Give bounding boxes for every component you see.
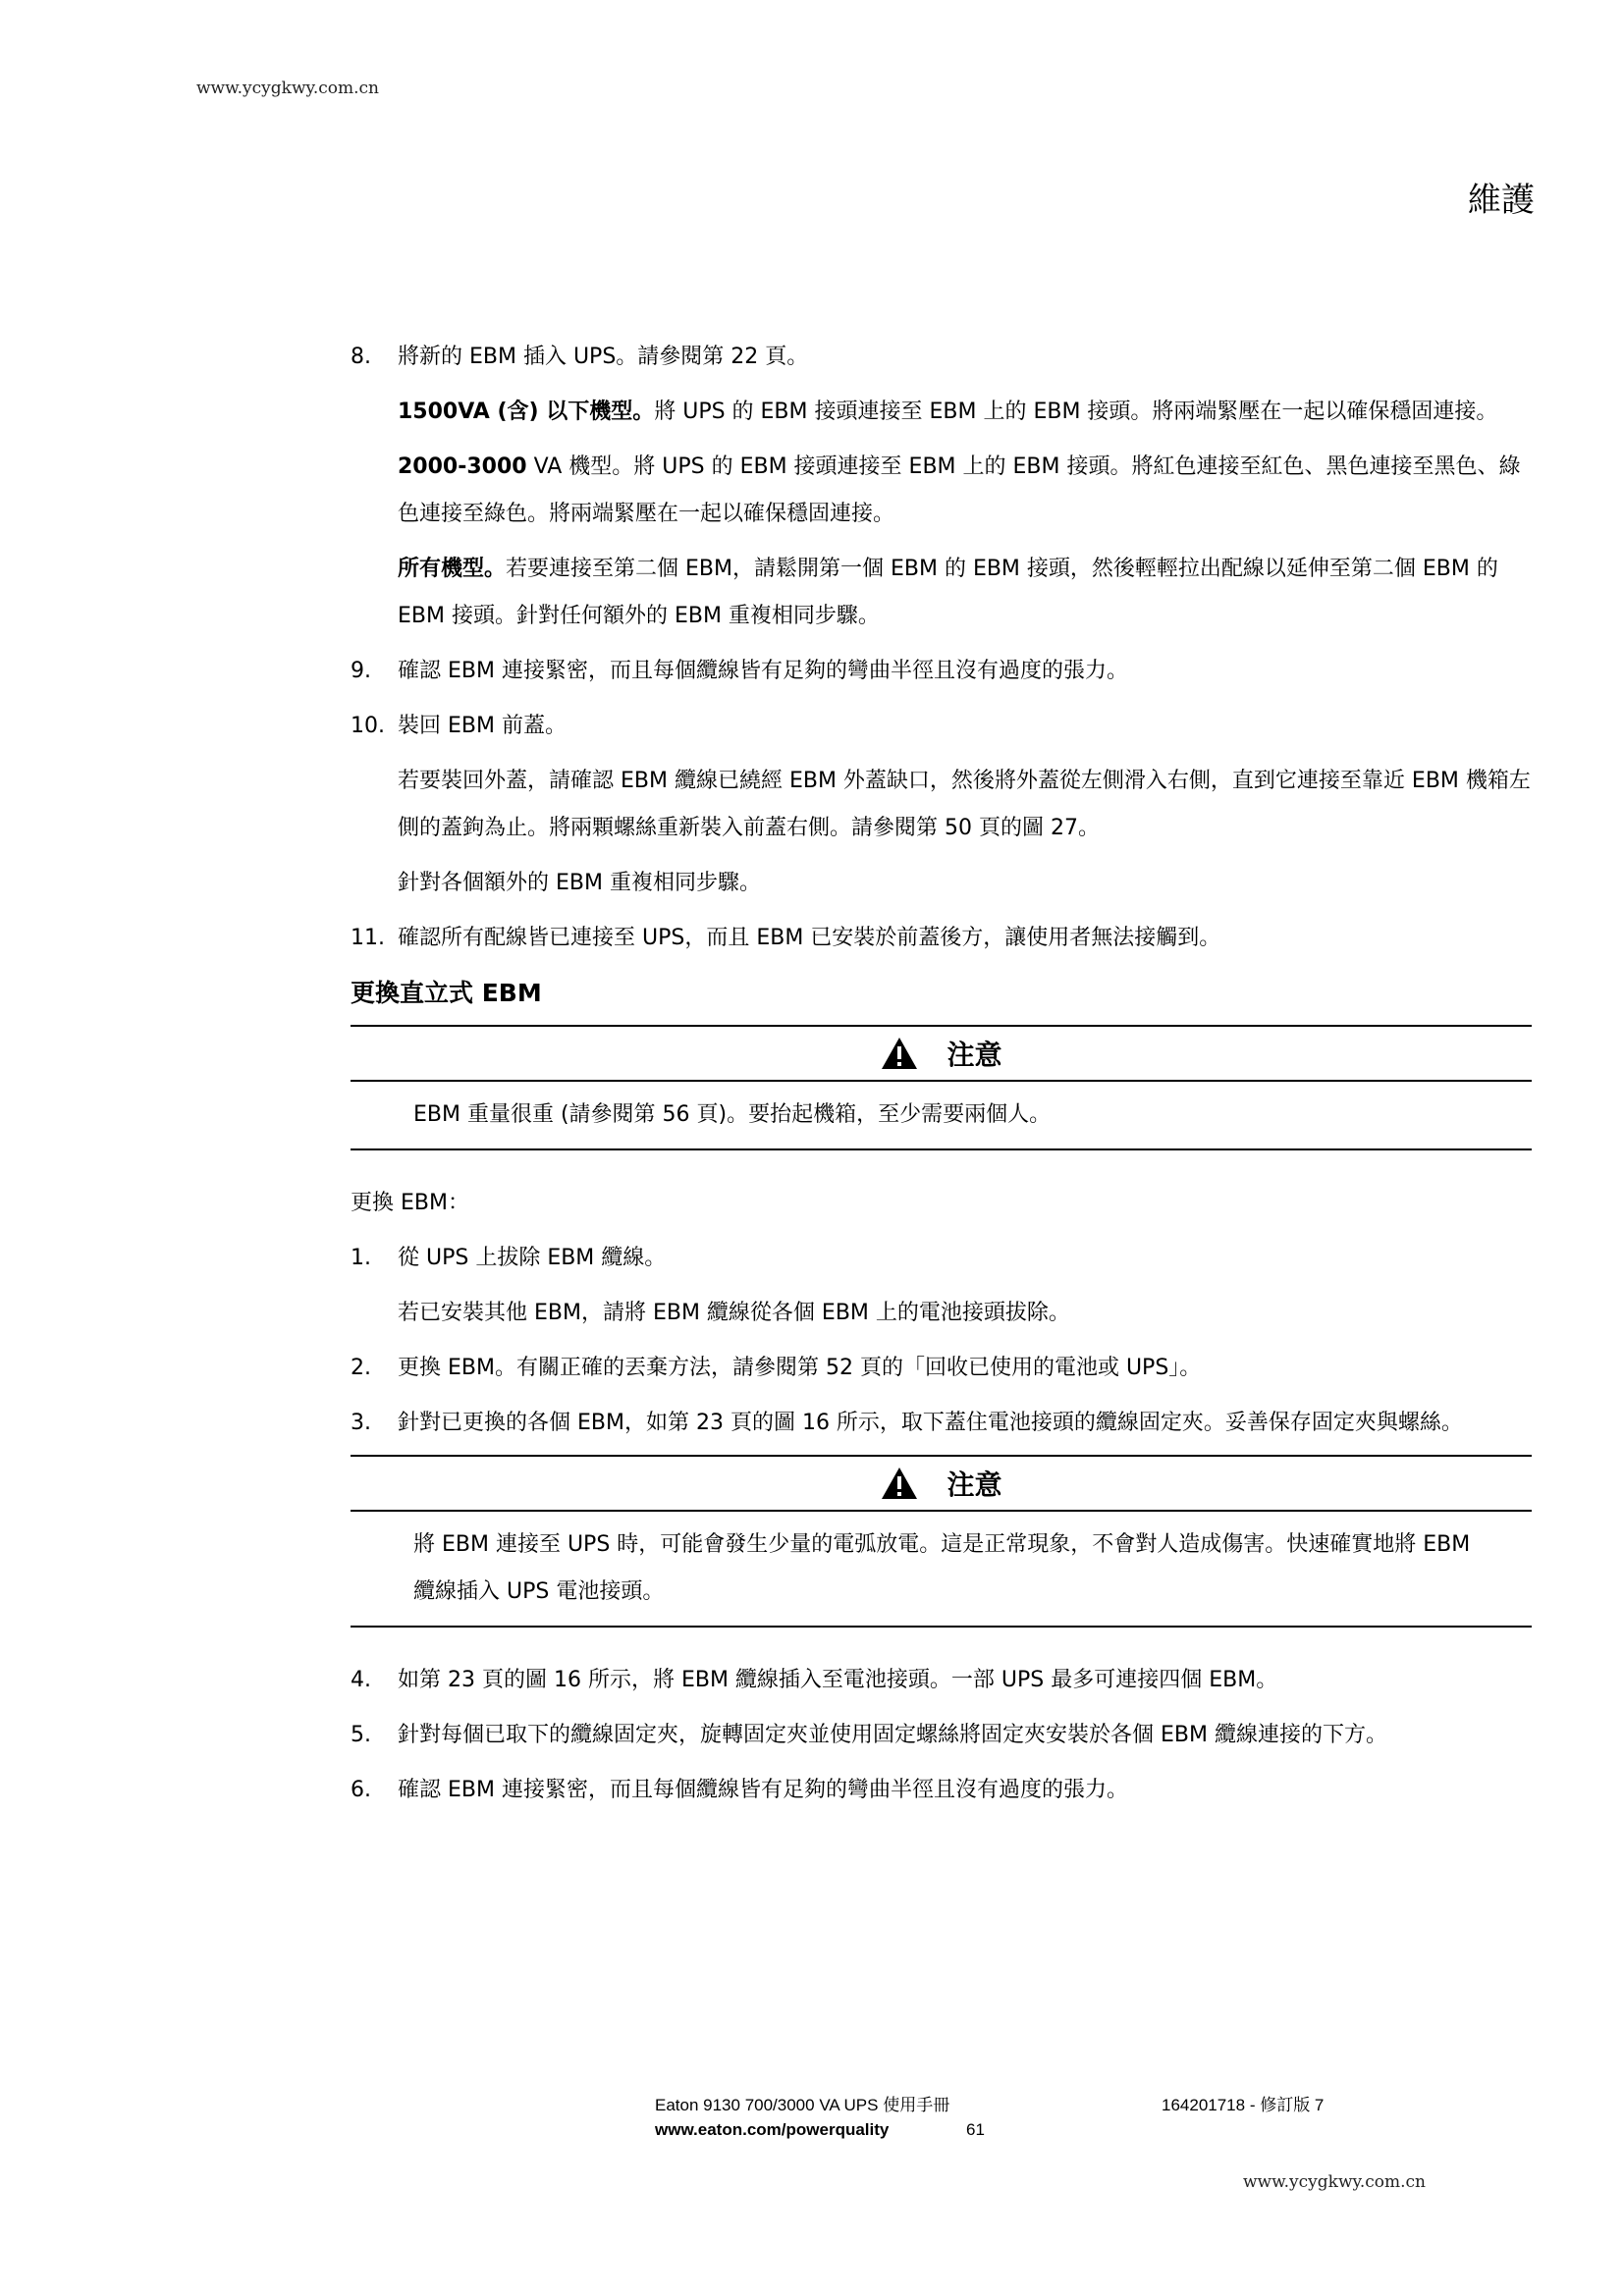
step-text: 確認 EBM 連接緊密，而且每個纜線皆有足夠的彎曲半徑且沒有過度的張力。 (398, 1778, 1128, 1802)
footer-doc-number: 164201718 - 修訂版 7 (1162, 2096, 1325, 2114)
footer-manual-title: Eaton 9130 700/3000 VA UPS 使用手冊 (655, 2096, 950, 2114)
caution-box-arcing (351, 1455, 1532, 1628)
step-number: 9. (351, 659, 371, 683)
model-note-all (351, 546, 1532, 640)
caution-title: 注意 (947, 1039, 1002, 1071)
step-text: 如第 23 頁的圖 16 所示，將 EBM 纜線插入至電池接頭。一部 UPS 最多可連接四個 EBM。 (398, 1668, 1278, 1692)
step-text: 裝回 EBM 前蓋。 (398, 714, 567, 738)
step-number: 1. (351, 1246, 371, 1270)
model-text: 若要連接至第二個 EBM，請鬆開第一個 EBM 的 EBM 接頭，然後輕輕拉出配線以延伸至第二個 EBM 的 EBM 接頭。針對任何額外的 EBM 重複相同步驟。 (398, 557, 1498, 628)
caution-header (351, 1027, 1532, 1082)
caution-box-weight (351, 1025, 1532, 1150)
section-title: 維護 (1468, 181, 1535, 220)
step-10-repeat: 針對各個額外的 EBM 重複相同步驟。 (398, 871, 761, 895)
caution-text: 將 EBM 連接至 UPS 時，可能會發生少量的電弧放電。這是正常現象，不會對人造成傷害。快速確實地將 EBM 纜線插入 UPS 電池接頭。 (413, 1532, 1471, 1604)
step-number: 5. (351, 1723, 371, 1747)
step-text: 將新的 EBM 插入 UPS。請參閱第 22 頁。 (398, 345, 809, 369)
step-1-detail: 若已安裝其他 EBM，請將 EBM 纜線從各個 EBM 上的電池接頭拔除。 (398, 1301, 1070, 1325)
warning-icon (880, 1466, 919, 1501)
page-number: 61 (966, 2120, 985, 2139)
warning-icon (880, 1036, 919, 1071)
model-text: VA 機型。將 UPS 的 EBM 接頭連接至 EBM 上的 EBM 接頭。將紅色連接至紅色、黑色連接至黑色、綠色連接至綠色。將兩端緊壓在一起以確保穩固連接。 (398, 454, 1521, 526)
step-3 (351, 1400, 1532, 1447)
step-9 (351, 648, 1532, 695)
step-text: 更換 EBM。有關正確的丟棄方法，請參閱第 52 頁的「回收已使用的電池或 UPS」。 (398, 1356, 1202, 1380)
step-number: 10. (351, 714, 385, 738)
watermark-top: www.ycygkwy.com.cn (196, 79, 380, 98)
model-note-2000-3000va (351, 444, 1532, 538)
step-number: 2. (351, 1356, 371, 1380)
step-text: 確認所有配線皆已連接至 UPS，而且 EBM 已安裝於前蓋後方，讓使用者無法接觸到。 (398, 926, 1221, 950)
step-number: 4. (351, 1668, 371, 1692)
step-10 (351, 703, 1532, 750)
watermark-bottom: www.ycygkwy.com.cn (1243, 2172, 1427, 2192)
caution-header (351, 1457, 1532, 1512)
model-label: 1500VA (含) 以下機型。 (398, 400, 655, 424)
step-6 (351, 1767, 1532, 1814)
model-note-1500va (351, 389, 1532, 436)
step-5 (351, 1712, 1532, 1759)
step-number: 8. (351, 345, 371, 369)
step-10-detail: 若要裝回外蓋，請確認 EBM 纜線已繞經 EBM 外蓋缺口，然後將外蓋從左側滑入右側，直到它連接至靠近 EBM 機箱左側的蓋鉤為止。將兩顆螺絲重新裝入前蓋右側。請參閱第 50 頁的圖 27。 (398, 769, 1531, 840)
model-text: 將 UPS 的 EBM 接頭連接至 EBM 上的 EBM 接頭。將兩端緊壓在一起以確保穩固連接。 (654, 400, 1498, 424)
step-number: 6. (351, 1778, 371, 1802)
step-text: 針對已更換的各個 EBM，如第 23 頁的圖 16 所示，取下蓋住電池接頭的纜線固定夾。妥善保存固定夾與螺絲。 (398, 1411, 1463, 1435)
step-number: 3. (351, 1411, 371, 1435)
model-label: 所有機型。 (398, 557, 507, 581)
step-8 (351, 334, 1532, 381)
step-1 (351, 1235, 1532, 1282)
caution-text: EBM 重量很重 (請參閱第 56 頁)。要抬起機箱，至少需要兩個人。 (413, 1102, 1052, 1127)
subsection-heading: 更換直立式 EBM (351, 979, 542, 1007)
footer-url: www.eaton.com/powerquality (655, 2120, 890, 2139)
step-text: 確認 EBM 連接緊密，而且每個纜線皆有足夠的彎曲半徑且沒有過度的張力。 (398, 659, 1128, 683)
step-text: 針對每個已取下的纜線固定夾，旋轉固定夾並使用固定螺絲將固定夾安裝於各個 EBM 纜線連接的下方。 (398, 1723, 1387, 1747)
step-number: 11. (351, 926, 385, 950)
caution-title: 注意 (947, 1468, 1002, 1501)
step-text: 從 UPS 上拔除 EBM 纜線。 (398, 1246, 667, 1270)
step-11 (351, 915, 1532, 962)
replace-intro: 更換 EBM： (351, 1191, 469, 1215)
page-content (351, 334, 1532, 1822)
model-label: 2000-3000 (398, 454, 527, 479)
step-4 (351, 1657, 1532, 1704)
step-2 (351, 1345, 1532, 1392)
